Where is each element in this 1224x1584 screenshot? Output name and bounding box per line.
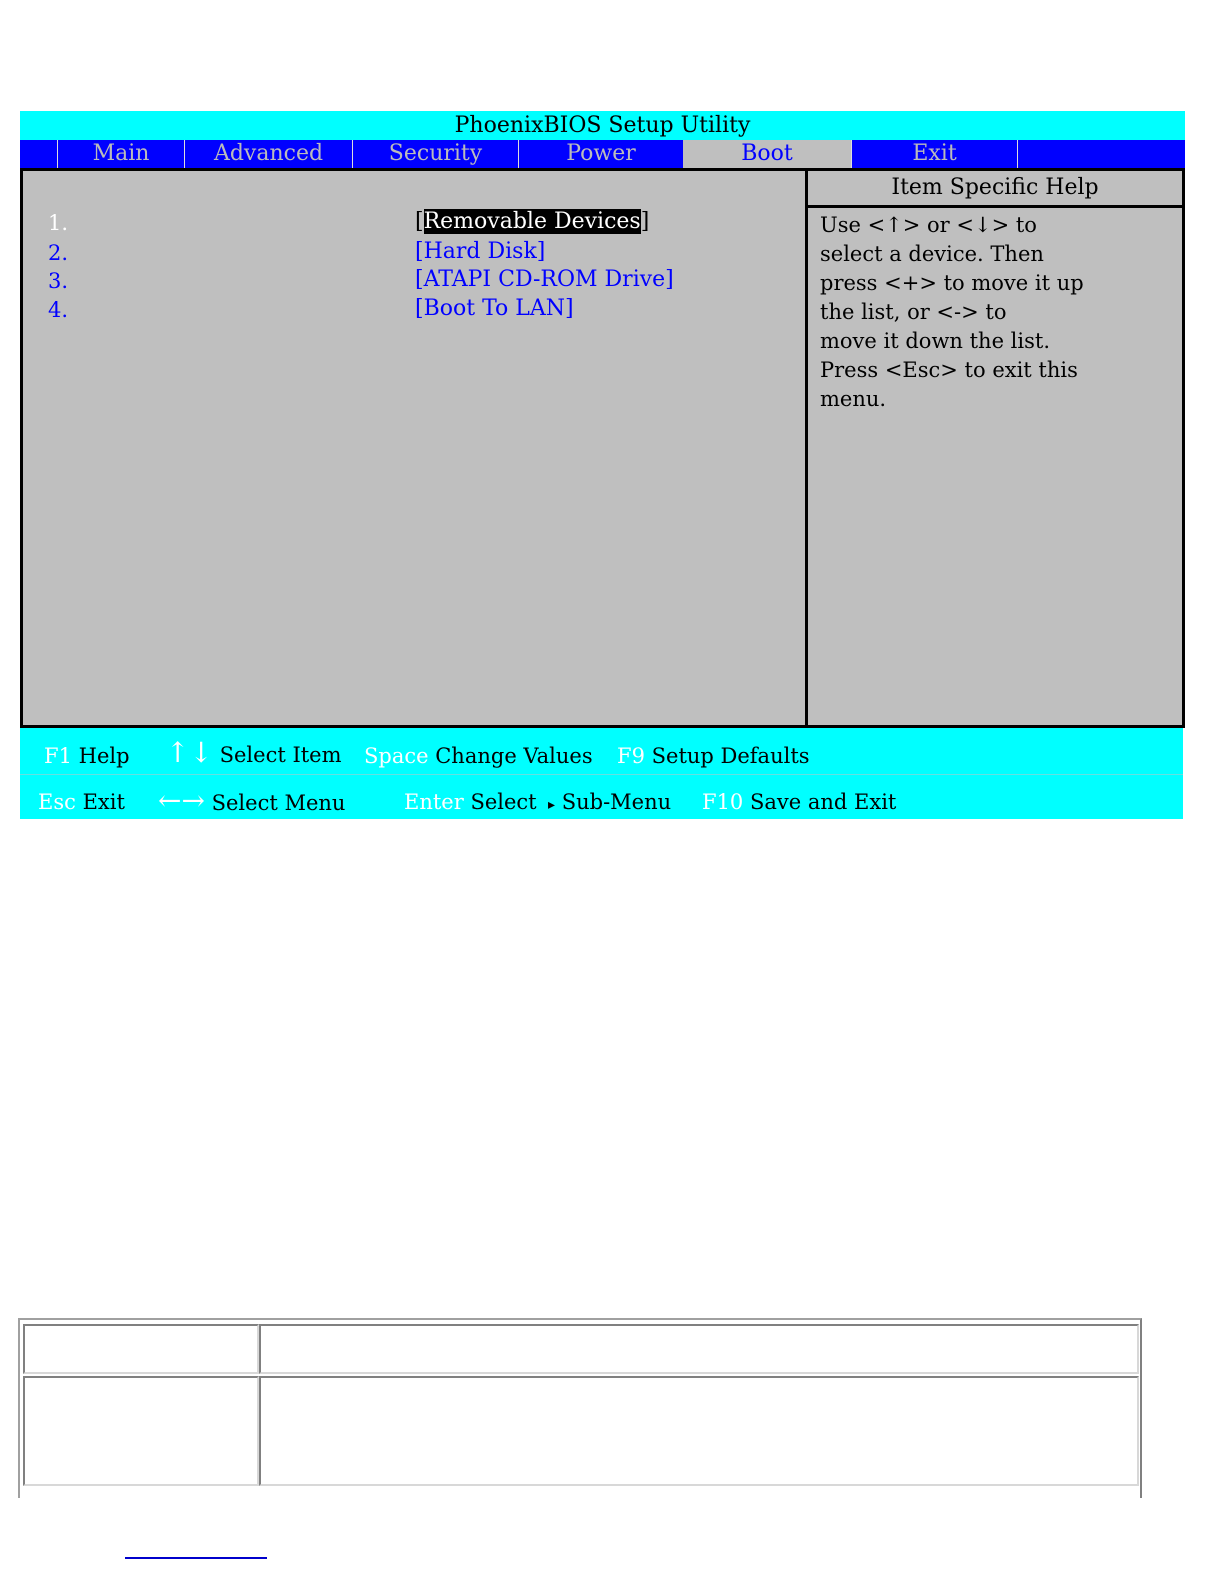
key-label: F10 bbox=[702, 790, 744, 814]
help-line: press <+> to move it up bbox=[820, 271, 1084, 295]
help-title: Item Specific Help bbox=[808, 171, 1182, 208]
menu-tab-bar bbox=[20, 140, 1185, 168]
key-description: Exit bbox=[82, 790, 125, 814]
key-description: Sub-Menu bbox=[561, 790, 672, 814]
legend-f9-defaults bbox=[617, 744, 810, 768]
boot-item-hard-disk[interactable]: [Hard Disk] bbox=[415, 239, 546, 264]
boot-item-number: 1. bbox=[48, 211, 69, 235]
key-label: Esc bbox=[38, 790, 76, 814]
tab-separator bbox=[1017, 140, 1018, 168]
tab-main[interactable]: Main bbox=[57, 140, 184, 168]
panel-divider bbox=[805, 171, 808, 725]
help-line: Press <Esc> to exit this bbox=[820, 358, 1078, 382]
tab-advanced[interactable]: Advanced bbox=[184, 140, 352, 168]
key-label: F9 bbox=[617, 744, 645, 768]
bios-title: PhoenixBIOS Setup Utility bbox=[20, 111, 1185, 140]
help-line: the list, or <-> to bbox=[820, 300, 1007, 324]
help-line: select a device. Then bbox=[820, 242, 1044, 266]
key-description: Change Values bbox=[435, 744, 593, 768]
key-legend bbox=[20, 728, 1183, 819]
key-description: Select bbox=[470, 790, 537, 814]
legend-enter-select bbox=[404, 790, 537, 814]
legend-sub-menu bbox=[548, 790, 671, 814]
legend-esc-exit bbox=[38, 790, 125, 814]
tab-power[interactable]: Power bbox=[518, 140, 683, 168]
tab-exit[interactable]: Exit bbox=[851, 140, 1017, 168]
key-description: Save and Exit bbox=[749, 790, 897, 814]
boot-item-number: 2. bbox=[48, 241, 69, 265]
footer-divider bbox=[20, 774, 1183, 775]
table-cell bbox=[259, 1376, 1139, 1486]
key-label: Enter bbox=[404, 790, 464, 814]
link-underline[interactable] bbox=[125, 1557, 267, 1559]
help-text bbox=[820, 211, 1150, 414]
legend-select-item bbox=[166, 736, 342, 769]
key-label: Space bbox=[364, 744, 429, 768]
key-description: Setup Defaults bbox=[651, 744, 810, 768]
key-description: Select Menu bbox=[211, 791, 346, 815]
key-label: F1 bbox=[44, 744, 72, 768]
tab-boot[interactable]: Boot bbox=[683, 140, 851, 168]
help-line: Use <↑> or <↓> to bbox=[820, 213, 1037, 237]
help-line: menu. bbox=[820, 387, 887, 411]
legend-f10-save-exit bbox=[702, 790, 896, 814]
bios-setup-screen bbox=[20, 111, 1185, 819]
left-right-arrows-icon: ←→ bbox=[158, 784, 205, 817]
table-cell bbox=[259, 1324, 1139, 1374]
boot-item-number: 4. bbox=[48, 298, 69, 322]
key-description: Select Item bbox=[219, 743, 342, 767]
boot-item-lan[interactable]: [Boot To LAN] bbox=[415, 296, 574, 321]
legend-select-menu bbox=[158, 784, 345, 817]
up-down-arrows-icon: ↑↓ bbox=[166, 736, 213, 769]
document-table bbox=[18, 1318, 1142, 1498]
boot-item-value: Removable Devices bbox=[423, 209, 641, 234]
help-line: move it down the list. bbox=[820, 329, 1051, 353]
legend-space-change bbox=[364, 744, 593, 768]
table-cell bbox=[23, 1324, 259, 1374]
tab-security[interactable]: Security bbox=[352, 140, 518, 168]
boot-item-cdrom[interactable]: [ATAPI CD-ROM Drive] bbox=[415, 267, 674, 292]
table-cell bbox=[23, 1376, 259, 1486]
boot-panel bbox=[20, 168, 1185, 728]
legend-f1-help bbox=[44, 744, 130, 768]
key-description: Help bbox=[78, 744, 130, 768]
boot-item-number: 3. bbox=[48, 269, 69, 293]
boot-item-removable-devices[interactable]: [Removable Devices] bbox=[415, 209, 650, 234]
triangle-right-icon: ▸ bbox=[548, 797, 556, 813]
